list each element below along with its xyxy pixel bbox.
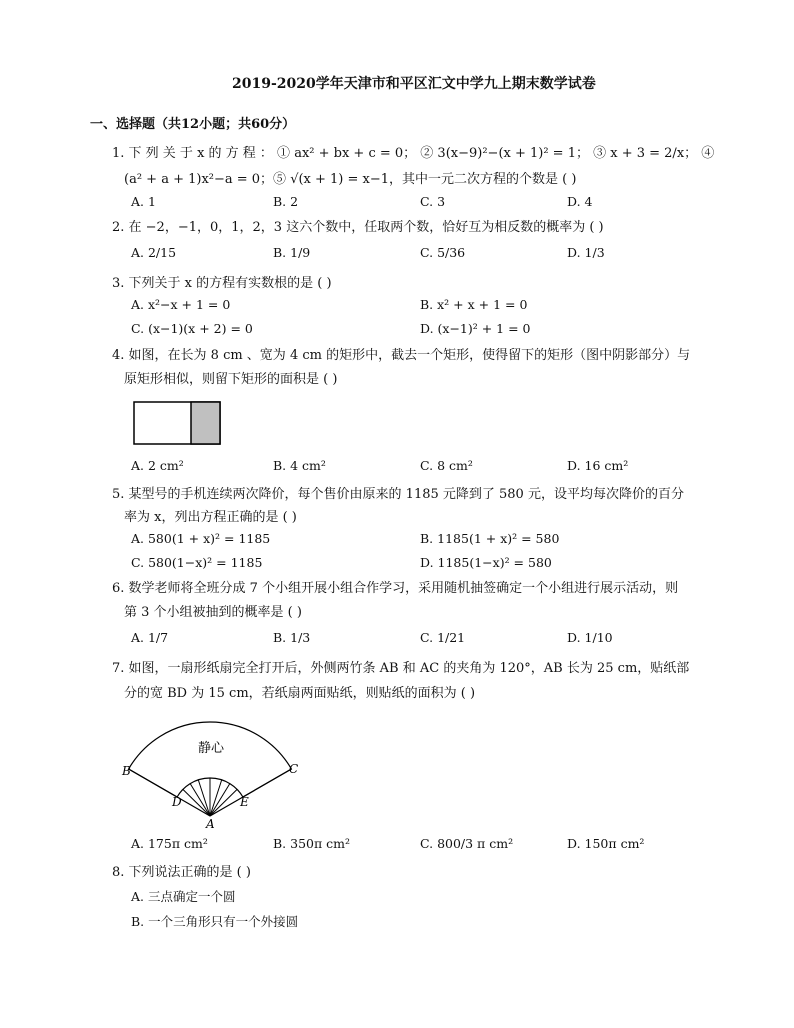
q4-option-b: B. 4 cm² (273, 458, 326, 473)
q6-option-a: A. 1/7 (131, 630, 169, 645)
q5-line-2: 率为 x，列出方程正确的是 ( ) (124, 510, 297, 525)
q1-line-1: 1. 下 列 关 于 x 的 方 程 ： ① ax² + bx + c = 0； ② 3(x−9)²−(x + 1)² = 1； ③ x + 3 = 2/x； ④ (112, 146, 715, 161)
q5-option-c: C. 580(1−x)² = 1185 (131, 555, 263, 570)
q1-option-a: A. 1 (131, 194, 156, 209)
q5-option-d: D. 1185(1−x)² = 580 (420, 555, 552, 570)
q2-option-a: A. 2/15 (131, 245, 177, 260)
label-c: C (289, 762, 299, 776)
fan-figure (118, 712, 318, 830)
q1-option-d: D. 4 (567, 194, 593, 209)
q6-line-1: 6. 数学老师将全班分成 7 个小组开展小组合作学习，采用随机抽签确定一个小组进行展示活动，则 (112, 581, 679, 596)
q8-option-b: B. 一个三角形只有一个外接圆 (131, 914, 299, 929)
q2-option-b: B. 1/9 (273, 245, 311, 260)
q3-option-d: D. (x−1)² + 1 = 0 (420, 321, 531, 336)
q5-option-b: B. 1185(1 + x)² = 580 (420, 531, 560, 546)
fan-inscription: 静心 (198, 741, 225, 756)
q6-option-b: B. 1/3 (273, 630, 311, 645)
q1-line-2: (a² + a + 1)x²−a = 0；⑤ √(x + 1) = x−1，其中一元二次方程的个数是 ( ) (124, 172, 577, 187)
q5-option-a: A. 580(1 + x)² = 1185 (131, 531, 271, 546)
q7-line-2: 分的宽 BD 为 15 cm，若纸扇两面贴纸，则贴纸的面积为 ( ) (124, 686, 476, 701)
label-a: A (206, 817, 215, 830)
shaded-rectangle (191, 402, 220, 444)
q1-option-c: C. 3 (420, 194, 446, 209)
q6-option-c: C. 1/21 (420, 630, 466, 645)
q7-line-1: 7. 如图，一扇形纸扇完全打开后，外侧两竹条 AB 和 AC 的夹角为 120°，AB 长为 25 cm，贴纸部 (112, 661, 690, 676)
q4-option-d: D. 16 cm² (567, 458, 629, 473)
q5-line-1: 5. 某型号的手机连续两次降价，每个售价由原来的 1185 元降到了 580 元，设平均每次降价的百分 (112, 487, 684, 502)
q6-option-d: D. 1/10 (567, 630, 613, 645)
q3-option-b: B. x² + x + 1 = 0 (420, 297, 528, 312)
q3-option-a: A. x²−x + 1 = 0 (131, 297, 231, 312)
section-heading: 一、选择题（共12小题；共60分） (90, 117, 296, 132)
q2-option-c: C. 5/36 (420, 245, 466, 260)
q1-option-b: B. 2 (273, 194, 299, 209)
q3-line-1: 3. 下列关于 x 的方程有实数根的是 ( ) (112, 276, 332, 291)
q4-line-2: 原矩形相似，则留下矩形的面积是 ( ) (124, 372, 338, 387)
q7-option-a: A. 175π cm² (131, 836, 208, 851)
label-b: B (122, 764, 131, 778)
q8-option-a: A. 三点确定一个圆 (131, 889, 236, 904)
q6-line-2: 第 3 个小组被抽到的概率是 ( ) (124, 605, 302, 620)
rectangle-figure (133, 401, 223, 447)
q7-option-b: B. 350π cm² (273, 836, 351, 851)
q4-option-c: C. 8 cm² (420, 458, 473, 473)
q7-option-c: C. 800/3 π cm² (420, 836, 514, 851)
q8-line-1: 8. 下列说法正确的是 ( ) (112, 865, 251, 880)
q7-option-d: D. 150π cm² (567, 836, 645, 851)
q4-option-a: A. 2 cm² (131, 458, 184, 473)
label-d: D (172, 795, 182, 809)
q2-line-1: 2. 在 −2，−1，0，1，2，3 这六个数中，任取两个数，恰好互为相反数的概率为 ( ) (112, 220, 604, 235)
label-e: E (240, 795, 249, 809)
q3-option-c: C. (x−1)(x + 2) = 0 (131, 321, 253, 336)
q2-option-d: D. 1/3 (567, 245, 605, 260)
q4-line-1: 4. 如图，在长为 8 cm 、宽为 4 cm 的矩形中，截去一个矩形，使得留下的矩形（图中阴影部分）与 (112, 348, 691, 363)
page-title: 2019-2020学年天津市和平区汇文中学九上期末数学试卷 (232, 76, 596, 92)
